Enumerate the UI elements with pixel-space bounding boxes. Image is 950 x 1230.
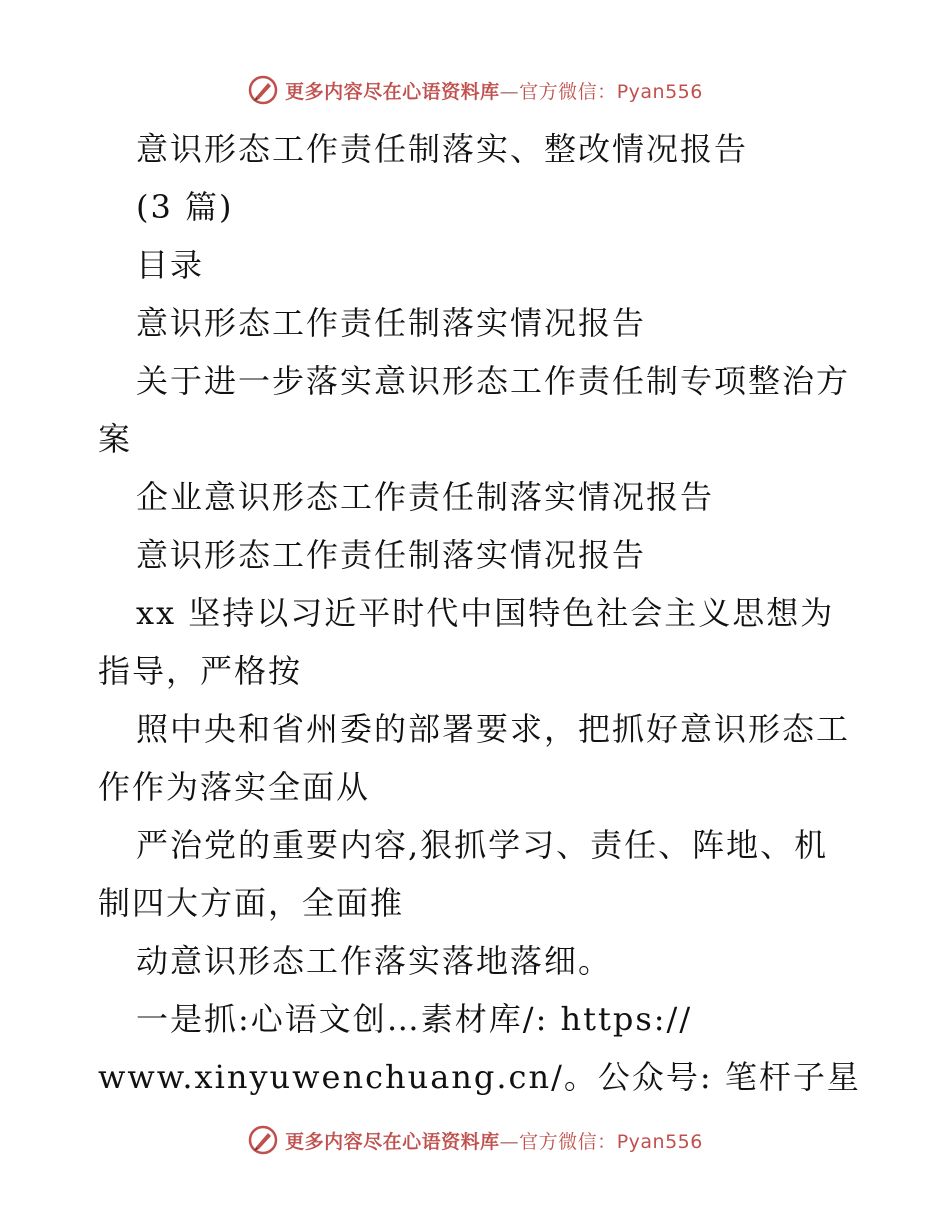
document-line: (3 篇): [136, 188, 234, 226]
footer-banner-official-label: 官方微信：: [519, 1130, 617, 1153]
pen-logo-icon: [247, 74, 279, 106]
document-line: 作作为落实全面从: [98, 768, 371, 806]
header-banner-separator: —: [499, 80, 520, 103]
document-line: 案: [98, 420, 133, 458]
header-banner-wechat-id: Pyan556: [616, 80, 703, 103]
header-banner-main: 更多内容尽在心语资料库: [285, 80, 500, 103]
footer-banner-separator: —: [499, 1130, 520, 1153]
header-banner: [0, 70, 950, 110]
document-line: 严治党的重要内容,狠抓学习、责任、阵地、机: [136, 826, 829, 864]
document-line: 动意识形态工作落实落地落细。: [136, 942, 613, 980]
document-line: 照中央和省州委的部署要求，把抓好意识形态工: [136, 710, 851, 748]
document-body: [98, 120, 861, 1106]
document-line: 企业意识形态工作责任制落实情况报告: [136, 478, 715, 516]
document-line: 关于进一步落实意识形态工作责任制专项整治方: [136, 362, 851, 400]
footer-banner-text: [285, 1127, 703, 1154]
document-line: www.xinyuwenchuang.cn/。公众号: 笔杆子星: [98, 1058, 861, 1096]
document-line: 意识形态工作责任制落实情况报告: [136, 304, 647, 342]
header-banner-text: [285, 77, 703, 104]
pen-logo-icon: [247, 1124, 279, 1156]
document-line: 制四大方面，全面推: [98, 884, 405, 922]
document-line: 意识形态工作责任制落实情况报告: [136, 536, 647, 574]
document-line: xx 坚持以习近平时代中国特色社会主义思想为: [136, 594, 835, 632]
document-line: 意识形态工作责任制落实、整改情况报告: [136, 130, 749, 168]
document-line: 目录: [136, 246, 205, 284]
footer-banner-main: 更多内容尽在心语资料库: [285, 1130, 500, 1153]
footer-banner: [0, 1120, 950, 1160]
document-line: 指导，严格按: [98, 652, 303, 690]
header-banner-official-label: 官方微信：: [519, 80, 617, 103]
footer-banner-content: [247, 1124, 703, 1156]
document-line: 一是抓:心语文创…素材库/: https://: [136, 1000, 693, 1038]
footer-banner-wechat-id: Pyan556: [616, 1130, 703, 1153]
header-banner-content: [247, 74, 703, 106]
